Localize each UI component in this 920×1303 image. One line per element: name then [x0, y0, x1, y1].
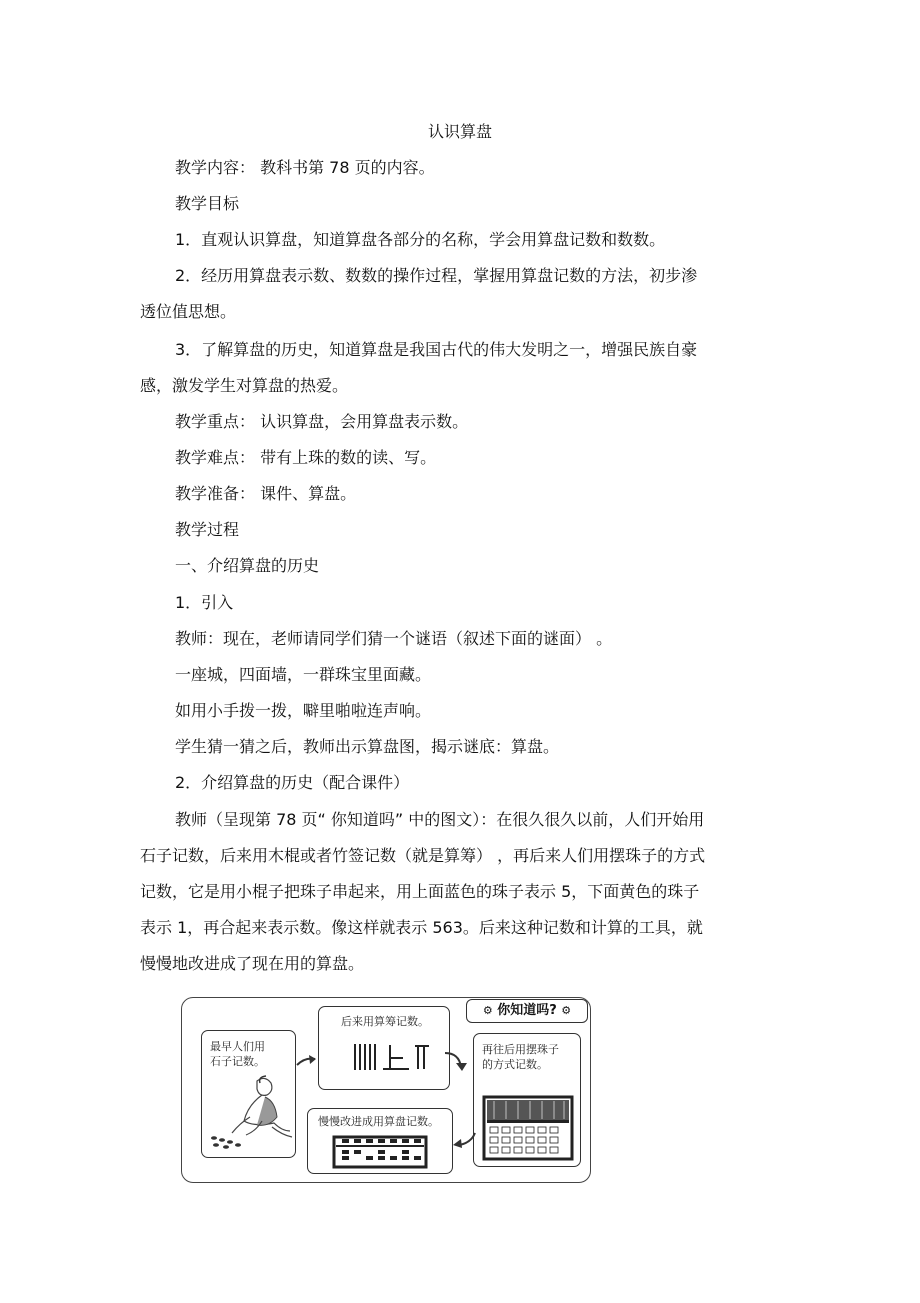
panel-beads-line1: 再往后用摆珠子	[482, 1043, 559, 1056]
did-you-know-badge	[466, 999, 588, 1023]
objective-1: 1．直观认识算盘，知道算盘各部分的名称，学会用算盘记数和数数。	[175, 230, 666, 249]
document-title: 认识算盘	[427, 122, 492, 141]
step-intro: 1．引入	[175, 593, 234, 612]
badge-gear-icon: ⚙	[482, 1004, 493, 1017]
abacus-image	[308, 1109, 452, 1173]
panel-counting-rods	[318, 1006, 450, 1090]
history-para-3: 记数，它是用小棍子把珠子串起来，用上面蓝色的珠子表示 5，下面黄色的珠子	[140, 882, 700, 901]
objective-3-cont: 感，激发学生对算盘的热爱。	[140, 376, 349, 395]
section-history: 一、介绍算盘的历史	[175, 556, 320, 575]
history-para-4: 表示 1，再合起来表示数。像这样就表示 563。后来这种记数和计算的工具，就	[140, 918, 703, 937]
heading-process: 教学过程	[175, 520, 240, 539]
objective-2: 2．经历用算盘表示数、数数的操作过程，掌握用算盘记数的方法，初步渗	[175, 266, 698, 285]
history-para-1: 教师（呈现第 78 页“ 你知道吗” 中的图文）：在很久很久以前，人们开始用	[175, 810, 705, 829]
panel-beads	[473, 1033, 581, 1167]
objective-2-cont: 透位值思想。	[140, 302, 237, 321]
badge-label: 你知道吗?	[497, 1003, 557, 1018]
person-counting-stones-image	[202, 1031, 295, 1157]
heading-objectives: 教学目标	[175, 194, 240, 213]
step-history: 2．介绍算盘的历史（配合课件）	[175, 773, 410, 792]
arrow-left-icon	[451, 1131, 477, 1149]
history-para-5: 慢慢地改进成了现在用的算盘。	[140, 954, 365, 973]
panel-abacus-caption: 慢慢改进成用算盘记数。	[318, 1115, 439, 1128]
panel-rods-caption: 后来用算筹记数。	[341, 1015, 429, 1028]
panel-beads-line2: 的方式记数。	[482, 1058, 548, 1071]
badge-gear-icon: ⚙	[561, 1004, 572, 1017]
difficult-point: 教学难点： 带有上珠的数的读、写。	[175, 448, 437, 467]
key-point: 教学重点： 认识算盘，会用算盘表示数。	[175, 412, 469, 431]
panel-stones	[201, 1030, 296, 1158]
arrow-down-right-icon	[443, 1049, 467, 1073]
panel-abacus	[307, 1108, 453, 1174]
bead-board-image	[474, 1034, 580, 1166]
objective-3: 3．了解算盘的历史，知道算盘是我国古代的伟大发明之一，增强民族自豪	[175, 340, 698, 359]
history-para-2: 石子记数，后来用木棍或者竹签记数（就是算筹） ，再后来人们用摆珠子的方式	[140, 846, 706, 865]
panel-stones-line1: 最早人们用	[210, 1040, 265, 1053]
riddle-line-1: 一座城，四面墙，一群珠宝里面藏。	[175, 665, 432, 684]
history-illustration	[181, 997, 591, 1183]
teacher-riddle: 教师：现在，老师请同学们猜一个谜语（叙述下面的谜面） 。	[175, 629, 613, 648]
counting-rods-image	[319, 1007, 449, 1089]
teaching-content: 教学内容： 教科书第 78 页的内容。	[175, 158, 435, 177]
panel-stones-line2: 石子记数。	[210, 1055, 265, 1068]
arrow-right-icon	[295, 1053, 319, 1069]
preparation: 教学准备： 课件、算盘。	[175, 484, 357, 503]
riddle-line-2: 如用小手拨一拨，噼里啪啦连声响。	[175, 701, 432, 720]
riddle-answer: 学生猜一猜之后，教师出示算盘图，揭示谜底：算盘。	[175, 737, 560, 756]
